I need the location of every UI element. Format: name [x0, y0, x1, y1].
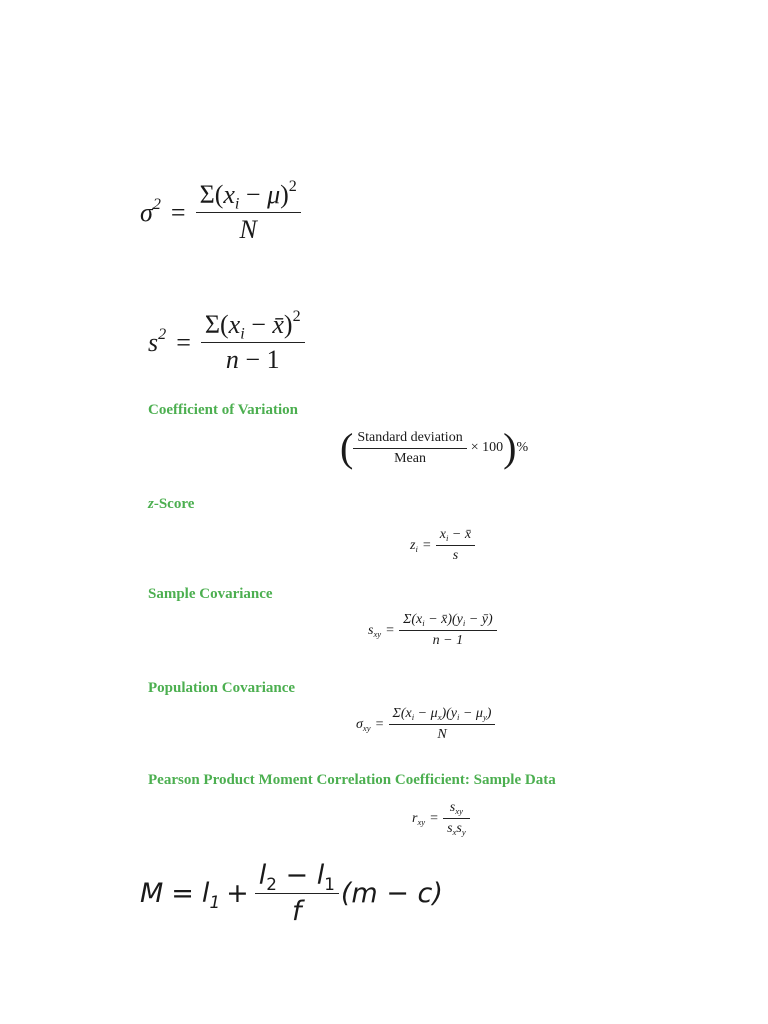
pearson-fraction	[443, 800, 470, 837]
pv-numerator: $\Sigma(x_i - \mu)^2$	[199, 177, 297, 213]
cv-percent: %	[516, 440, 529, 455]
median-denominator: f	[292, 896, 302, 927]
cv-formula	[340, 425, 529, 470]
pearson-numerator: $s_{xy}$	[449, 800, 463, 817]
pv-denominator: N	[239, 215, 257, 244]
pcov-numerator: $\Sigma(x_i - \mu_x)(y_i - \mu_y)$	[392, 706, 492, 723]
sample-covariance-formula	[368, 612, 497, 649]
equals-sign: =	[171, 878, 194, 909]
cv-numerator: Standard deviation	[357, 429, 463, 445]
scov-lhs: $s_{xy}$	[368, 622, 382, 639]
sv-lhs: $s^2$	[148, 325, 167, 357]
pearson-lhs: $r_{xy}$	[412, 810, 426, 827]
pv-lhs: $\sigma^2$	[140, 195, 161, 227]
sv-numerator: $\Sigma(x_i$ − x̄)$^2$	[204, 307, 301, 343]
median-grouped-formula	[140, 860, 443, 927]
z-lhs: $z_i$	[410, 537, 418, 554]
pcov-denominator: N	[437, 727, 447, 742]
pearson-formula	[412, 800, 470, 837]
scov-denominator: n − 1	[432, 633, 464, 648]
median-fraction	[255, 860, 339, 927]
median-lhs: M	[140, 878, 164, 909]
pcov-fraction	[389, 706, 496, 743]
equals-sign: =	[386, 622, 395, 638]
cv-times: × 100	[470, 440, 504, 455]
right-paren: )	[503, 425, 517, 470]
pcov-lhs: $\sigma_{xy}$	[356, 716, 371, 733]
population-covariance-formula	[356, 706, 495, 743]
z-denominator: s	[452, 548, 459, 563]
cv-heading: Coefficient of Variation	[148, 402, 298, 418]
median-l1: $l_1$	[201, 878, 221, 912]
median-tail: (m − c)	[340, 878, 443, 909]
median-numerator: $l_2 - l_1$	[258, 860, 335, 894]
population-variance-formula	[140, 177, 301, 245]
equals-sign: =	[170, 197, 186, 227]
equals-sign: =	[422, 537, 431, 553]
cv-fraction	[353, 430, 466, 467]
population-covariance-heading: Population Covariance	[148, 680, 296, 696]
pearson-heading: Pearson Product Moment Correlation Coefficient: Sample Data	[148, 772, 556, 788]
plus-sign: +	[226, 878, 249, 909]
pv-fraction	[196, 177, 301, 245]
zscore-formula	[410, 527, 475, 564]
equals-sign: =	[375, 716, 384, 732]
pearson-denominator: $s_xs_y$	[447, 821, 466, 838]
zscore-heading: z-Score	[148, 496, 195, 512]
left-paren: (	[340, 425, 354, 470]
equals-sign: =	[176, 327, 191, 357]
equals-sign: =	[430, 810, 439, 826]
sample-covariance-heading: Sample Covariance	[148, 586, 273, 602]
scov-fraction	[399, 612, 497, 649]
z-fraction	[436, 527, 475, 564]
sample-variance-formula	[148, 307, 305, 375]
cv-denominator: Mean	[394, 450, 426, 466]
sv-fraction	[201, 307, 305, 375]
z-numerator: $x_i$ − x̄	[439, 527, 472, 544]
sv-denominator: n − 1	[225, 345, 280, 374]
scov-numerator: $\Sigma(x_i$ − $x̄)(y_i$ − ȳ)	[403, 612, 493, 629]
